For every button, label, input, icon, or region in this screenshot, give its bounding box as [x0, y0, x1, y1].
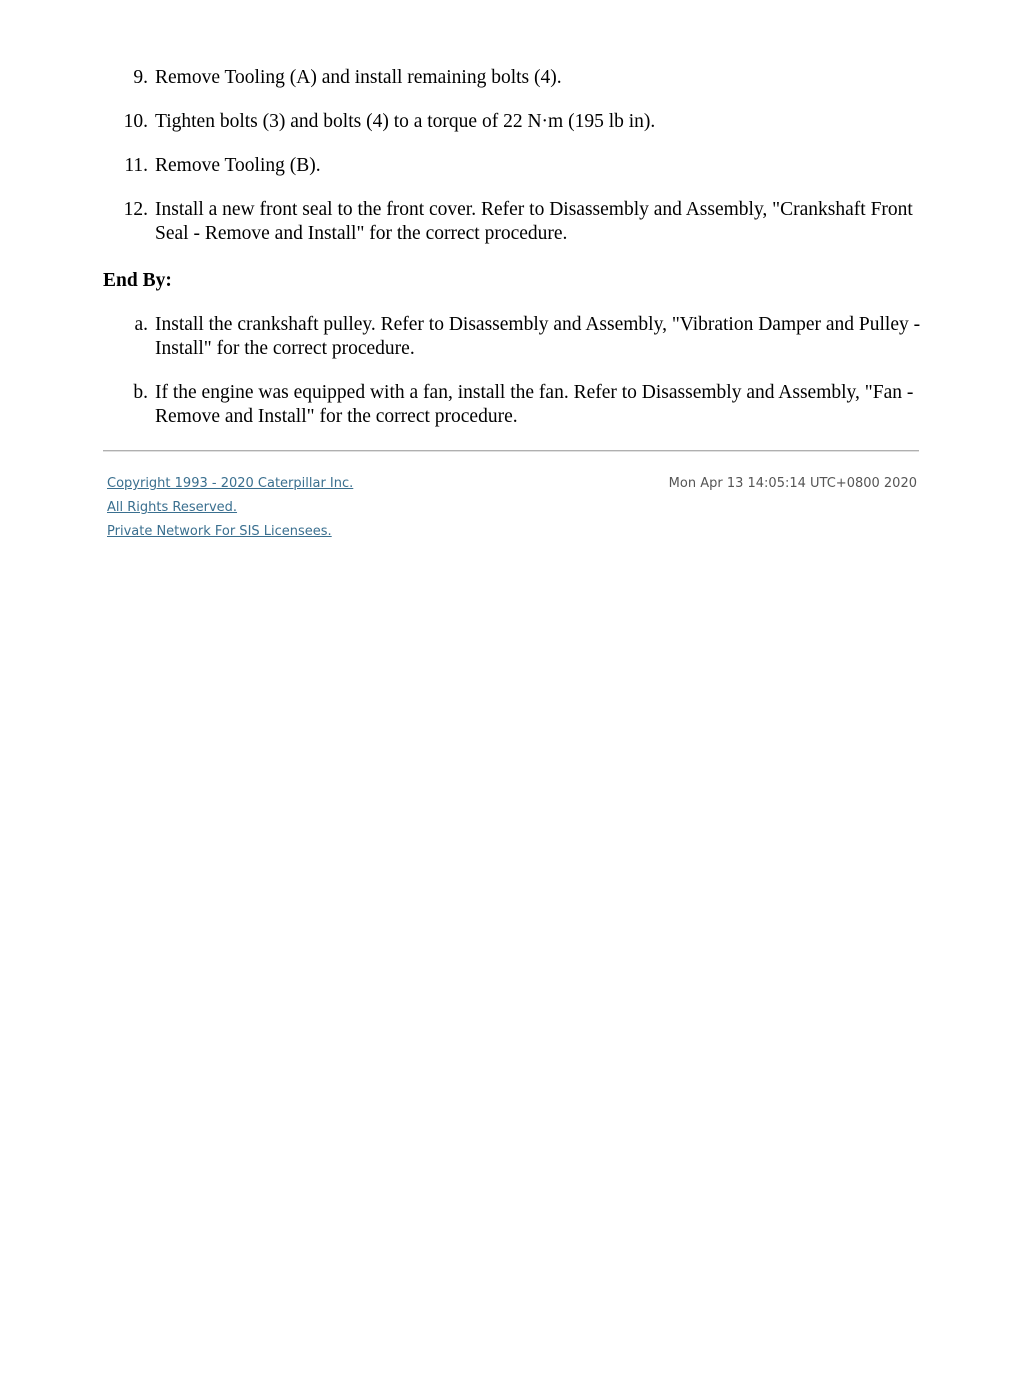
end-by-item: [103, 381, 923, 429]
end-by-text: Install the crankshaft pulley. Refer to Disassembly and Assembly, "Vibration Damper and Pulley - Install" for the correct procedure.: [155, 314, 921, 359]
end-by-item: [103, 313, 923, 361]
step-number: 12.: [123, 199, 148, 220]
end-by-heading: End By:: [103, 270, 172, 291]
step-item: [103, 66, 923, 90]
end-by-letter: a.: [134, 314, 148, 335]
footer-divider: [103, 450, 919, 452]
timestamp: Mon Apr 13 14:05:14 UTC+0800 2020: [668, 476, 917, 491]
step-number: 9.: [133, 67, 148, 88]
step-item: [103, 154, 923, 178]
end-by-text: If the engine was equipped with a fan, install the fan. Refer to Disassembly and Assembly, "Fan - Remove and Install" for the correct procedure.: [155, 382, 914, 427]
step-text: Tighten bolts (3) and bolts (4) to a torque of 22 N·m (195 lb in).: [155, 111, 656, 132]
footer: [107, 472, 917, 544]
step-number: 11.: [124, 155, 148, 176]
rights-link[interactable]: All Rights Reserved.: [107, 500, 238, 515]
step-item: [103, 110, 923, 134]
copyright-link[interactable]: Copyright 1993 - 2020 Caterpillar Inc.: [107, 476, 354, 491]
procedure-steps: [103, 66, 923, 266]
private-network-link[interactable]: Private Network For SIS Licensees.: [107, 524, 332, 539]
step-item: [103, 198, 923, 246]
step-number: 10.: [123, 111, 148, 132]
end-by-steps: [103, 313, 923, 449]
step-text: Remove Tooling (A) and install remaining bolts (4).: [155, 67, 562, 88]
step-text: Install a new front seal to the front cover. Refer to Disassembly and Assembly, "Crankshaft Front Seal - Remove and Install" for the correct procedure.: [155, 199, 913, 244]
end-by-letter: b.: [133, 382, 148, 403]
step-text: Remove Tooling (B).: [155, 155, 321, 176]
